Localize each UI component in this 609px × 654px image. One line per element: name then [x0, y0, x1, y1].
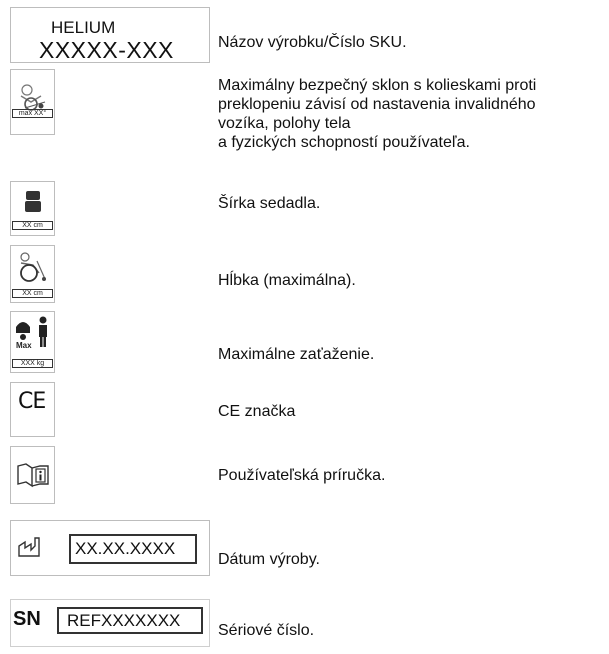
sku-number: XXXXX-XXX	[39, 37, 174, 63]
slope-label: max XX°	[12, 109, 53, 118]
manufacture-date-icon	[17, 536, 47, 558]
depth-label: XX cm	[12, 289, 53, 298]
icon-box	[10, 520, 210, 576]
seat-depth-icon	[15, 251, 51, 283]
row-description: Sériové číslo.	[218, 622, 315, 639]
width-label: XX cm	[12, 221, 53, 230]
icon-box	[10, 181, 55, 236]
ce-mark-icon: CE	[18, 389, 46, 414]
row-description: Hĺbka (maximálna).	[218, 272, 356, 289]
user-manual-icon	[16, 462, 50, 488]
icon-box	[10, 599, 210, 647]
row-description: CE značka	[218, 403, 296, 420]
product-label-box	[10, 7, 210, 63]
row-description: Dátum výroby.	[218, 551, 320, 568]
seat-width-icon	[23, 190, 43, 216]
icon-box	[10, 245, 55, 303]
serial-number-value: REFXXXXXXX	[57, 607, 203, 634]
row-description: Názov výrobku/Číslo SKU.	[218, 34, 407, 51]
row-description: Šírka sedadla.	[218, 195, 321, 212]
row-description: Maximálny bezpečný sklon s kolieskami proti preklopeniu závisí od nastavenia invalidného vozíka, polohy tela a fyzických schopností používateľa.	[218, 77, 537, 151]
load-label: XXX kg	[12, 359, 53, 368]
icon-box	[10, 446, 55, 504]
product-name: HELIUM	[51, 18, 116, 37]
row-description: Používateľská príručka.	[218, 467, 386, 484]
icon-box	[10, 382, 55, 437]
serial-number-icon: SN	[13, 608, 41, 630]
manufacture-date-value: XX.XX.XXXX	[69, 534, 197, 564]
row-description: Maximálne zaťaženie.	[218, 346, 375, 363]
icon-box	[10, 311, 55, 373]
icon-box	[10, 69, 55, 135]
max-badge: Max	[16, 341, 32, 350]
